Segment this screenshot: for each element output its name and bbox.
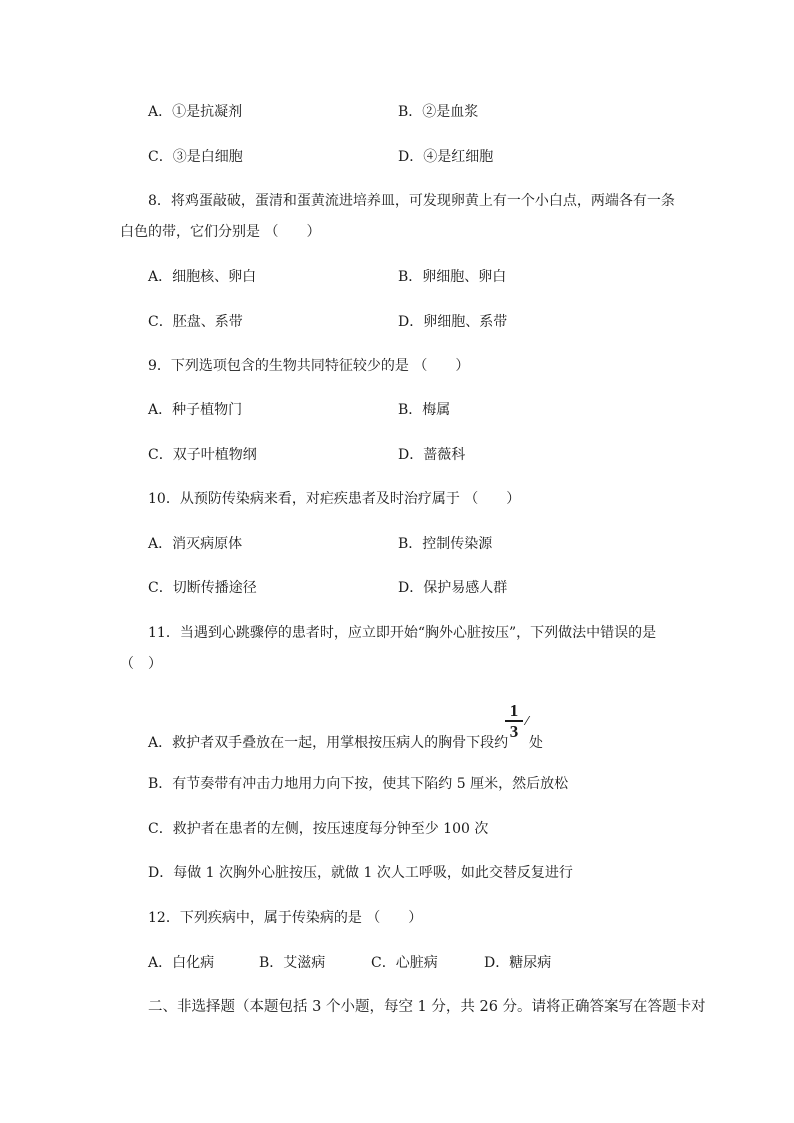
q11-option-a-suffix: 处 [529, 735, 543, 751]
q8-option-c: C．胚盘、系带 [148, 314, 243, 330]
q11-option-d: D．每做 1 次胸外心脏按压，就做 1 次人工呼吸，如此交替反复进行 [148, 865, 573, 881]
one-third-fraction [503, 702, 525, 740]
q8-stem-line1: 8．将鸡蛋敲破，蛋清和蛋黄流进培养皿，可发现卵黄上有一个小白点，两端各有一条 [148, 193, 675, 209]
q7-option-a: A．①是抗凝剂 [148, 104, 243, 120]
q12-option-d: D．糖尿病 [484, 955, 552, 971]
q10-option-c: C．切断传播途径 [148, 580, 257, 596]
q7-option-b: B．②是血浆 [398, 104, 479, 120]
q12-option-b: B．艾滋病 [259, 955, 326, 971]
fraction-mark: ⁄ [526, 714, 529, 728]
fraction-numerator: 1 [509, 701, 519, 720]
q8-option-d: D．卵细胞、系带 [398, 314, 508, 330]
q10-option-b: B．控制传染源 [398, 536, 493, 552]
q9-option-b: B．梅属 [398, 402, 451, 418]
q12-stem: 12．下列疾病中，属于传染病的是 （ ） [148, 910, 423, 926]
q10-option-a: A．消灭病原体 [148, 536, 243, 552]
q11-option-b: B．有节奏带有冲击力地用力向下按，使其下陷约 5 厘米，然后放松 [148, 776, 569, 792]
q11-stem-line2: （ ） [120, 656, 162, 672]
q12-option-a: A．白化病 [148, 955, 215, 971]
q9-option-a: A．种子植物门 [148, 402, 243, 418]
fraction-denominator: 3 [509, 721, 519, 741]
q8-stem-line2: 白色的带，它们分别是 （ ） [120, 224, 321, 240]
q11-option-a-text: A．救护者双手叠放在一起，用掌根按压病人的胸骨下段约 [148, 735, 509, 751]
q7-option-c: C．③是白细胞 [148, 149, 243, 165]
q8-option-b: B．卵细胞、卵白 [398, 269, 507, 285]
q8-option-a: A．细胞核、卵白 [148, 269, 257, 285]
q7-option-d: D．④是红细胞 [398, 149, 494, 165]
q10-stem: 10．从预防传染病来看，对疟疾患者及时治疗属于 （ ） [148, 491, 521, 507]
q9-option-d: D．蔷薇科 [398, 447, 466, 463]
q11-option-c: C．救护者在患者的左侧，按压速度每分钟至少 100 次 [148, 821, 489, 837]
q11-stem-line1: 11．当遇到心跳骤停的患者时，应立即开始“胸外心脏按压”，下列做法中错误的是 [148, 625, 657, 641]
section-2-heading: 二、非选择题（本题包括 3 个小题，每空 1 分，共 26 分。请将正确答案写在答题卡对 [148, 999, 706, 1015]
q9-option-c: C．双子叶植物纲 [148, 447, 257, 463]
q12-option-c: C．心脏病 [371, 955, 438, 971]
q9-stem: 9．下列选项包含的生物共同特征较少的是 （ ） [148, 358, 470, 374]
q10-option-d: D．保护易感人群 [398, 580, 508, 596]
